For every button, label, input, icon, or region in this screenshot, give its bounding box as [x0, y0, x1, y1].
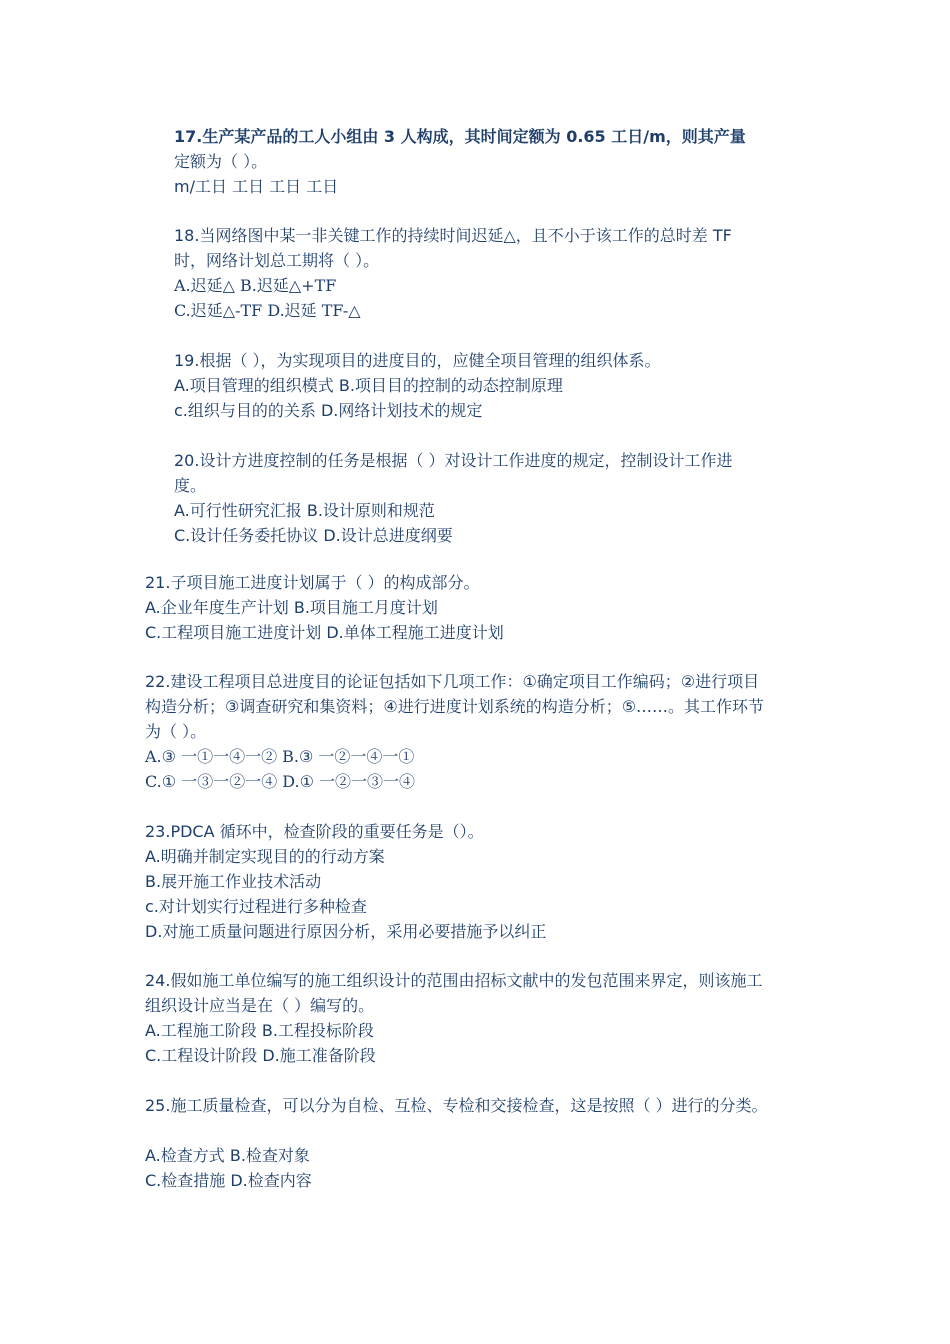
question-20-options-ab: A.可行性研究汇报 B.设计原则和规范	[174, 501, 435, 520]
question-20-options-cd: C.设计任务委托协议 D.设计总进度纲要	[174, 526, 453, 545]
question-17-line-1: 17.生产某产品的工人小组由 3 人构成，其时间定额为 0.65 工日/m，则其产量	[174, 127, 746, 146]
question-22-line-3: 为（ ）。	[145, 722, 207, 741]
question-17-options: m/工日 工日 工日 工日	[174, 177, 339, 196]
question-23-option-a: A.明确并制定实现目的的行动方案	[145, 847, 385, 866]
question-24-line-2: 组织设计应当是在（ ）编写的。	[145, 996, 375, 1015]
question-17-line-2: 定额为（ ）。	[174, 152, 268, 171]
question-23-option-c: c.对计划实行过程进行多种检查	[145, 897, 367, 916]
question-18-options-ab: A.迟延△ B.迟延△+TF	[174, 276, 337, 295]
question-21-line-1: 21.子项目施工进度计划属于（ ）的构成部分。	[145, 573, 480, 592]
question-23-option-d: D.对施工质量问题进行原因分析，采用必要措施予以纠正	[145, 922, 547, 941]
question-21-options-cd: C.工程项目施工进度计划 D.单体工程施工进度计划	[145, 623, 504, 642]
question-25-line-1: 25.施工质量检查，可以分为自检、互检、专检和交接检查，这是按照（ ）进行的分类。	[145, 1096, 768, 1115]
question-22-line-2: 构造分析；③调查研究和集资料；④进行进度计划系统的构造分析；⑤……。其工作环节	[145, 697, 765, 716]
question-23-line-1: 23.PDCA 循环中，检查阶段的重要任务是（）。	[145, 822, 484, 841]
question-22-options-cd: C.① 一③一②一④ D.① 一②一③一④	[145, 772, 416, 791]
question-18-line-2: 时，网络计划总工期将（ ）。	[174, 251, 380, 270]
question-18-options-cd: C.迟延△-TF D.迟延 TF-△	[174, 301, 361, 320]
question-20-line-1: 20.设计方进度控制的任务是根据（ ）对设计工作进度的规定，控制设计工作进	[174, 451, 733, 470]
question-21-options-ab: A.企业年度生产计划 B.项目施工月度计划	[145, 598, 438, 617]
question-25-options-ab: A.检查方式 B.检查对象	[145, 1146, 310, 1165]
question-22-options-ab: A.③ 一①一④一② B.③ 一②一④一①	[145, 747, 415, 766]
question-24-options-cd: C.工程设计阶段 D.施工准备阶段	[145, 1046, 376, 1065]
question-18-line-1: 18.当网络图中某一非关键工作的持续时间迟延△，且不小于该工作的总时差 TF	[174, 226, 732, 245]
question-22-line-1: 22.建设工程项目总进度目的论证包括如下几项工作：①确定项目工作编码；②进行项目	[145, 672, 760, 691]
question-24-line-1: 24.假如施工单位编写的施工组织设计的范围由招标文献中的发包范围来界定，则该施工	[145, 971, 763, 990]
question-23-option-b: B.展开施工作业技术活动	[145, 872, 322, 891]
question-24-options-ab: A.工程施工阶段 B.工程投标阶段	[145, 1021, 374, 1040]
question-19-line-1: 19.根据（ ），为实现项目的进度目的，应健全项目管理的组织体系。	[174, 351, 661, 370]
question-19-options-cd: c.组织与目的的关系 D.网络计划技术的规定	[174, 401, 483, 420]
question-19-options-ab: A.项目管理的组织模式 B.项目目的控制的动态控制原理	[174, 376, 563, 395]
question-25-options-cd: C.检查措施 D.检查内容	[145, 1171, 312, 1190]
question-20-line-2: 度。	[174, 476, 207, 495]
